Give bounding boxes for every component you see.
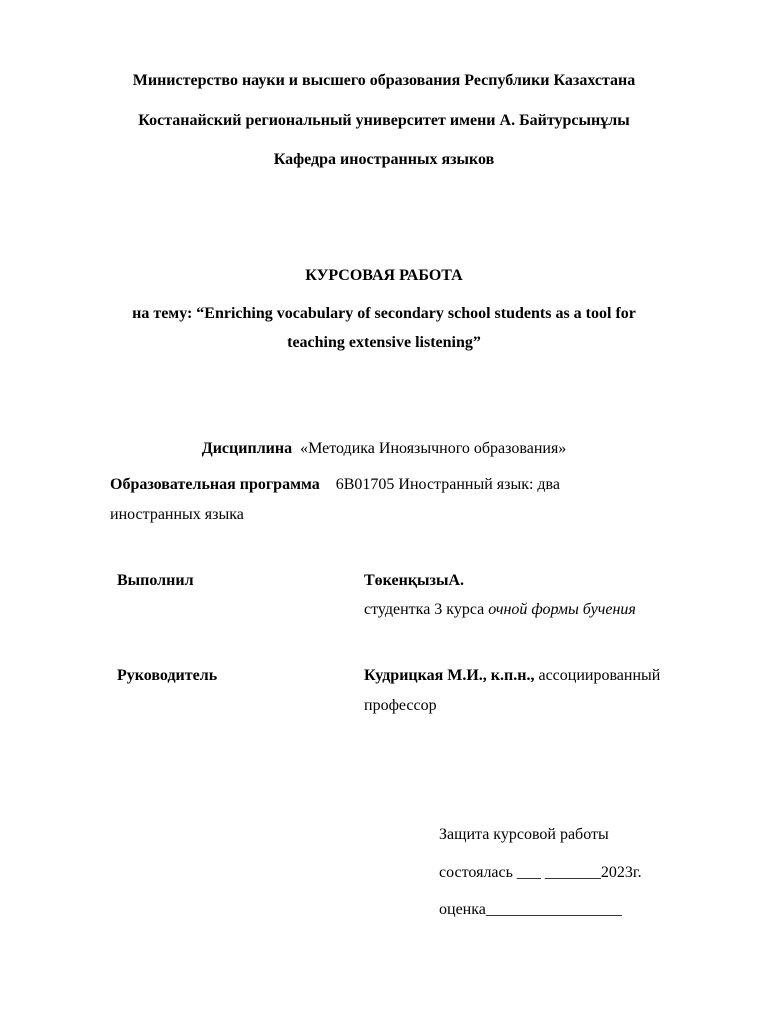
program-value-line-1: 6В01705 Иностранный язык: два bbox=[335, 476, 560, 493]
program-value-line-2: иностранных языка bbox=[110, 506, 244, 523]
author-name: ТөкенқызыА. bbox=[364, 572, 464, 589]
author-label: Выполнил bbox=[117, 572, 194, 589]
discipline-value: «Методика Иноязычного образования» bbox=[300, 440, 567, 457]
topic-line-2: teaching extensive listening” bbox=[287, 334, 481, 351]
discipline-row bbox=[0, 439, 768, 459]
supervisor-title: ассоциированный bbox=[534, 667, 661, 684]
university-title: Костанайский региональный университет имени А. Байтурсынұлы bbox=[138, 112, 630, 129]
program-label: Образовательная программа bbox=[110, 476, 320, 493]
program-row bbox=[110, 475, 560, 495]
supervisor-name: Кудрицкая М.И., к.п.н., bbox=[364, 667, 535, 684]
ministry-title: Министерство науки и высшего образования Республики Казахстана bbox=[132, 72, 636, 89]
defense-line-1: Защита курсовой работы bbox=[439, 826, 609, 843]
department-title: Кафедра иностранных языков bbox=[273, 151, 495, 168]
work-type-title: КУРСОВАЯ РАБОТА bbox=[305, 267, 463, 284]
defense-line-2: состоялась ___ _______2023г. bbox=[439, 864, 642, 881]
author-info-prefix: студентка 3 курса bbox=[364, 601, 489, 618]
supervisor-label: Руководитель bbox=[117, 667, 218, 684]
defense-line-3: оценка_________________ bbox=[439, 901, 622, 918]
supervisor-line-1 bbox=[364, 666, 660, 686]
author-info-italic: очной формы бучения bbox=[488, 601, 636, 618]
topic-line-1: на тему: “Enriching vocabulary of secondary school students as a tool for bbox=[132, 305, 636, 322]
discipline-label: Дисциплина bbox=[201, 440, 293, 457]
supervisor-line-2: профессор bbox=[364, 697, 437, 714]
author-info bbox=[364, 600, 636, 620]
